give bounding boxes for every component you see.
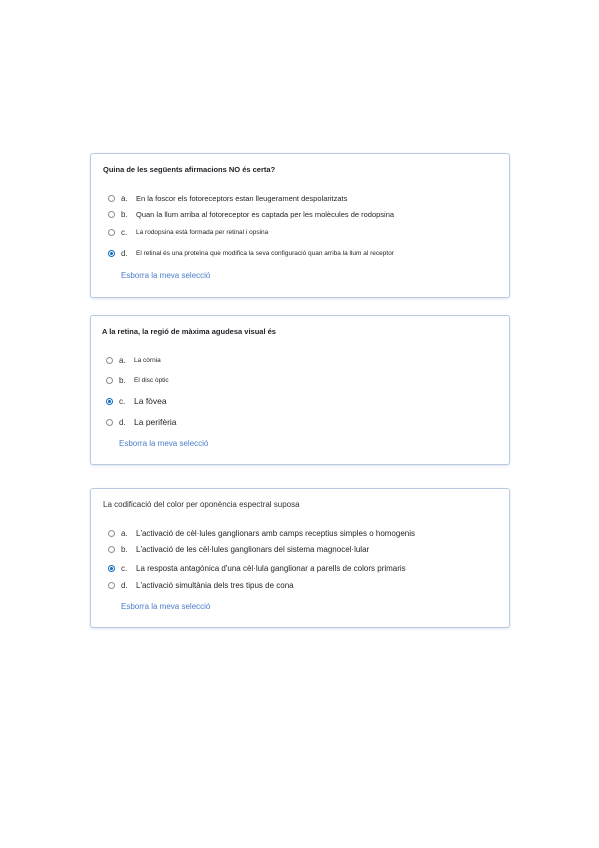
option-c[interactable] bbox=[108, 228, 268, 237]
radio-button[interactable] bbox=[106, 357, 113, 364]
option-letter: d. bbox=[121, 249, 128, 258]
option-letter: c. bbox=[121, 228, 128, 237]
option-letter: b. bbox=[121, 210, 128, 219]
option-b[interactable] bbox=[106, 376, 169, 385]
radio-button-selected[interactable] bbox=[108, 250, 115, 257]
radio-button[interactable] bbox=[108, 195, 115, 202]
question-card-3 bbox=[90, 488, 510, 628]
option-a[interactable] bbox=[108, 529, 415, 538]
option-text: La fòvea bbox=[134, 396, 167, 406]
option-text: L'activació de cèl·lules ganglionars amb camps receptius simples o homogenis bbox=[136, 529, 415, 538]
option-a[interactable] bbox=[108, 194, 347, 203]
option-letter: a. bbox=[121, 194, 128, 203]
option-letter: c. bbox=[119, 396, 126, 406]
option-letter: b. bbox=[121, 545, 128, 554]
option-text: L'activació simultània dels tres tipus de cona bbox=[136, 581, 294, 590]
question-text: A la retina, la regió de màxima agudesa visual és bbox=[102, 327, 276, 336]
option-d[interactable] bbox=[108, 581, 294, 590]
option-letter: a. bbox=[119, 356, 126, 365]
option-text: La resposta antagònica d'una cèl·lula ganglionar a parells de colors primaris bbox=[136, 564, 406, 573]
option-d[interactable] bbox=[108, 249, 394, 258]
option-text: El disc òptic bbox=[134, 377, 169, 384]
radio-button[interactable] bbox=[106, 419, 113, 426]
option-letter: c. bbox=[121, 564, 128, 573]
radio-button[interactable] bbox=[108, 546, 115, 553]
question-card-1 bbox=[90, 153, 510, 298]
option-letter: d. bbox=[121, 581, 128, 590]
radio-button-selected[interactable] bbox=[108, 565, 115, 572]
radio-button-selected[interactable] bbox=[106, 398, 113, 405]
question-text: Quina de les següents afirmacions NO és certa? bbox=[103, 165, 276, 174]
radio-button[interactable] bbox=[108, 582, 115, 589]
option-text: En la foscor els fotoreceptors estan lleugerament despolaritzats bbox=[136, 194, 348, 203]
radio-button[interactable] bbox=[108, 211, 115, 218]
option-text: Quan la llum arriba al fotoreceptor es captada per les molècules de rodopsina bbox=[136, 210, 395, 219]
option-letter: a. bbox=[121, 529, 128, 538]
option-c[interactable] bbox=[106, 396, 167, 406]
option-letter: d. bbox=[119, 417, 126, 427]
option-text: L'activació de les cèl·lules ganglionars del sistema magnocel·lular bbox=[136, 545, 370, 554]
option-d[interactable] bbox=[106, 417, 177, 427]
option-text: La perifèria bbox=[134, 417, 177, 427]
clear-selection-link[interactable]: Esborra la meva selecció bbox=[121, 602, 211, 611]
question-text: La codificació del color per oponència espectral suposa bbox=[103, 500, 300, 509]
option-letter: b. bbox=[119, 376, 126, 385]
option-b[interactable] bbox=[108, 545, 369, 554]
option-a[interactable] bbox=[106, 356, 161, 365]
option-c[interactable] bbox=[108, 564, 406, 573]
option-b[interactable] bbox=[108, 210, 394, 219]
clear-selection-link[interactable]: Esborra la meva selecció bbox=[121, 271, 211, 280]
option-text: La rodopsina està formada per retinal i opsina bbox=[136, 229, 269, 236]
radio-button[interactable] bbox=[106, 377, 113, 384]
clear-selection-link[interactable]: Esborra la meva selecció bbox=[119, 439, 209, 448]
option-text: El retinal és una proteïna que modifica la seva configuració quan arriba la llum al receptor bbox=[136, 250, 394, 257]
radio-button[interactable] bbox=[108, 530, 115, 537]
radio-button[interactable] bbox=[108, 229, 115, 236]
question-card-2 bbox=[90, 315, 510, 465]
option-text: La còrnia bbox=[134, 357, 161, 364]
